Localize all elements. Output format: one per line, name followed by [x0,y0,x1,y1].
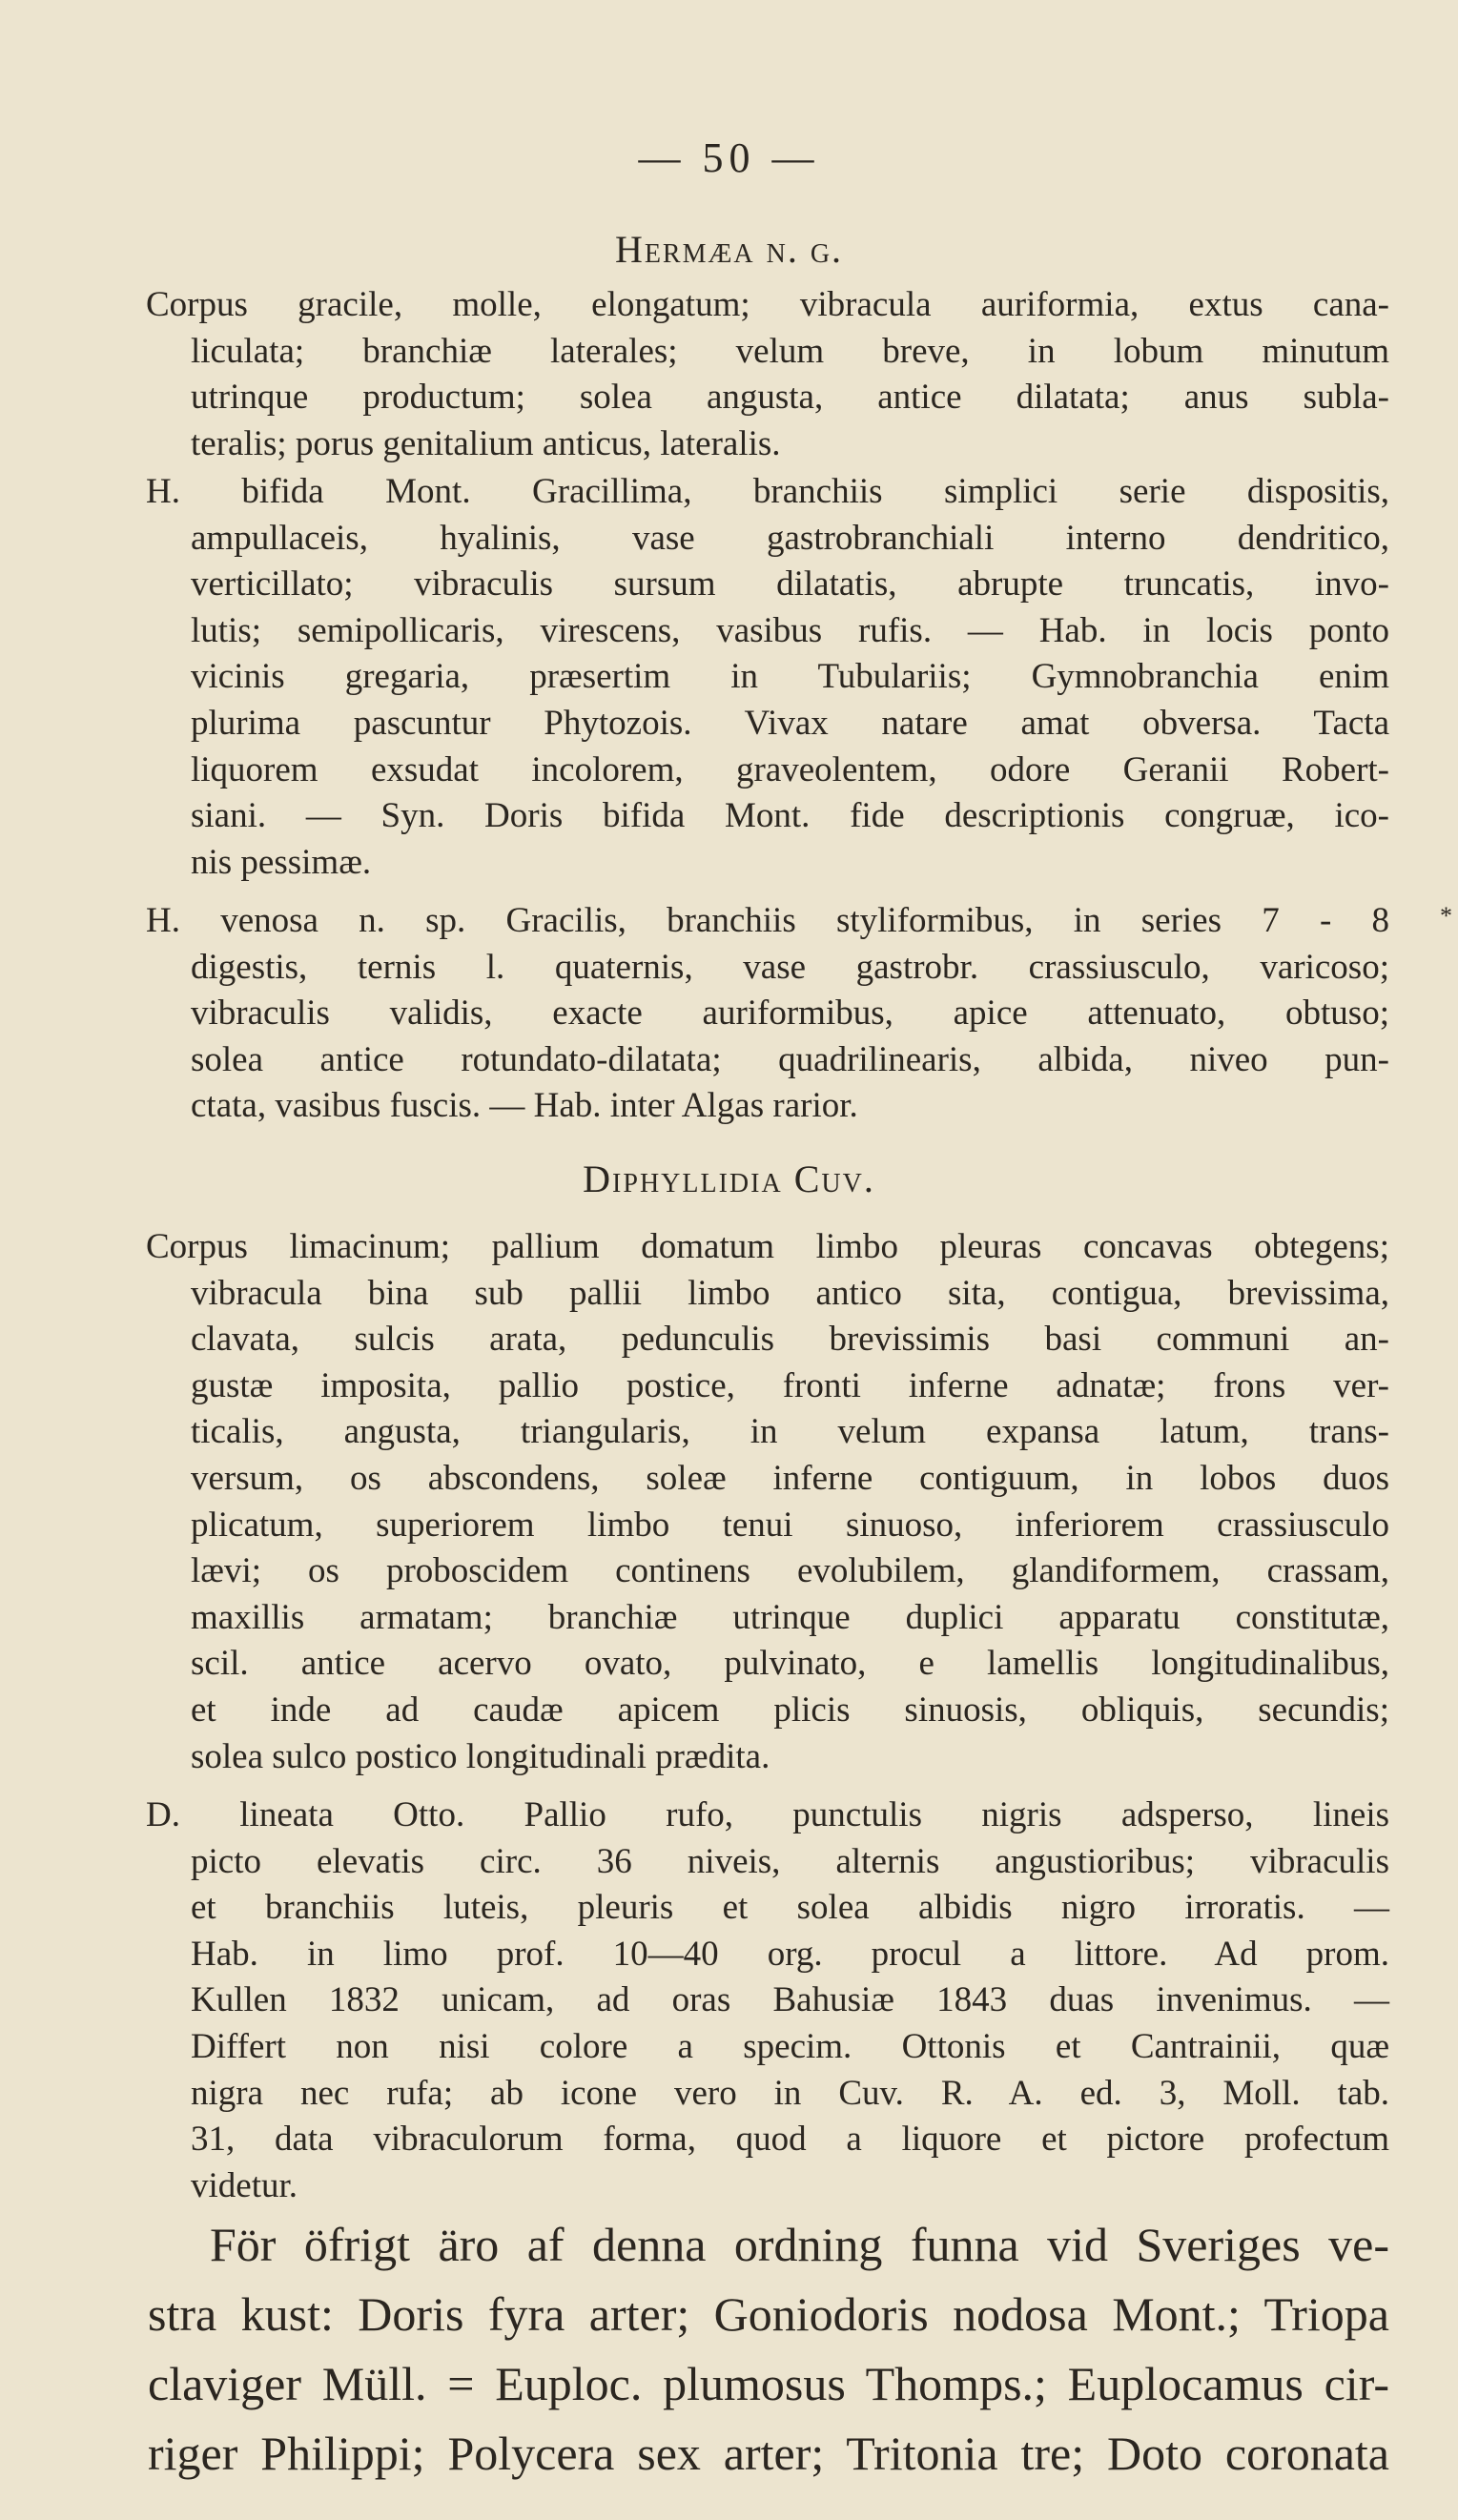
text-line: liculata; branchiæ laterales; velum breve, in lobum minutum [191,331,1389,371]
text-line: teralis; porus genitalium anticus, lateralis. [191,423,781,463]
text-line: vibracula bina sub pallii limbo antico sita, contigua, brevissima, [191,1273,1389,1313]
text-line: siani. — Syn. Doris bifida Mont. fide descriptionis congruæ, ico- [191,796,1389,836]
diphyllidia-diagnosis [146,1224,1389,1780]
text-line: Corpus gracile, molle, elongatum; vibracula auriformia, extus cana- [146,285,1389,324]
text-line: utrinque productum; solea angusta, antice dilatata; anus subla- [191,378,1389,418]
text-line: vibraculis validis, exacte auriformibus, apice attenuato, obtuso; [191,994,1389,1034]
species-entry-hermaea-venosa [146,898,1389,1130]
text-line: stra kust: Doris fyra arter; Goniodoris nodosa Mont.; Triopa [148,2287,1389,2341]
text-line: versum, os abscondens, soleæ inferne contiguum, in lobos duos [191,1458,1389,1498]
text-line: lævi; os proboscidem continens evolubilem, glandiformem, crassam, [191,1551,1389,1591]
text-line: 31, data vibraculorum forma, quod a liquore et pictore profectum [191,2120,1389,2160]
text-line: ticalis, angusta, triangularis, in velum expansa latum, trans- [191,1412,1389,1452]
text-line: clavata, sulcis arata, pedunculis brevissimis basi communi an- [191,1320,1389,1360]
text-line: vicinis gregaria, præsertim in Tubulariis; Gymnobranchia enim [191,657,1389,697]
genus-heading-hermaea: Hermæa n. g. [614,228,844,271]
text-line: ctata, vasibus fuscis. — Hab. inter Algas rarior. [191,1086,858,1126]
text-line: gustæ imposita, pallio postice, fronti inferne adnatæ; frons ver- [191,1365,1389,1405]
text-line: solea sulco postico longitudinali prædita. [191,1736,770,1776]
text-line: et inde ad caudæ apicem plicis sinuosis, obliquis, secundis; [191,1690,1389,1730]
text-line: lutis; semipollicaris, virescens, vasibus rufis. — Hab. in locis ponto [191,610,1389,650]
text-line: liquorem exsudat incolorem, graveolentem, odore Geranii Robert- [191,749,1389,789]
text-line: Kullen 1832 unicam, ad oras Bahusiæ 1843 duas invenimus. — [191,1980,1389,2020]
text-line: H. bifida Mont. Gracillima, branchiis simplici serie dispositis, [146,472,1389,511]
text-line: H. venosa n. sp. Gracilis, branchiis styliformibus, in series 7 - 8 [146,901,1389,940]
text-line: et branchiis luteis, pleuris et solea albidis nigro irroratis. — [191,1888,1389,1928]
text-line: D. lineata Otto. Pallio rufo, punctulis nigris adsperso, lineis [146,1795,1389,1834]
text-line: digestis, ternis l. quaternis, vase gastrobr. crassiusculo, varicoso; [191,947,1389,987]
text-line: nigra nec rufa; ab icone vero in Cuv. R. A. ed. 3, Moll. tab. [191,2073,1389,2113]
text-line: solea antice rotundato-dilatata; quadrilinearis, albida, niveo pun- [191,1039,1389,1079]
genus-heading-diphyllidia: Diphyllidia Cuv. [583,1158,875,1200]
margin-mark: * [1440,902,1452,930]
text-line: claviger Müll. = Euploc. plumosus Thomps.; Euplocamus cir- [148,2357,1389,2410]
text-line: maxillis armatam; branchiæ utrinque duplici apparatu constitutæ, [191,1597,1389,1637]
text-line: plicatum, superiorem limbo tenui sinuoso, inferiorem crassiusculo [191,1505,1389,1545]
text-line: Hab. in limo prof. 10—40 org. procul a littore. Ad prom. [191,1934,1389,1974]
species-entry-hermaea-bifida [146,469,1389,886]
text-line: plurima pascuntur Phytozois. Vivax natare amat obversa. Tacta [191,703,1389,743]
text-line: picto elevatis circ. 36 niveis, alternis angustioribus; vibraculis [191,1841,1389,1881]
text-line: videtur. [191,2165,298,2205]
text-line: verticillato; vibraculis sursum dilatatis, abrupte truncatis, invo- [191,564,1389,604]
closing-paragraph [148,2210,1389,2489]
page-number: — 50 — [638,134,820,181]
text-line: riger Philippi; Polycera sex arter; Tritonia tre; Doto coronata [148,2427,1389,2480]
species-entry-diphyllidia-lineata [146,1793,1389,2209]
text-line: scil. antice acervo ovato, pulvinato, e lamellis longitudinalibus, [191,1644,1389,1684]
text-line: nis pessimæ. [191,842,372,882]
text-line: ampullaceis, hyalinis, vase gastrobranchiali interno dendritico, [191,518,1389,558]
hermaea-diagnosis [146,282,1389,467]
text-line: Differt non nisi colore a specim. Ottonis et Cantrainii, quæ [191,2026,1389,2066]
text-line: För öfrigt äro af denna ordning funna vid Sveriges ve- [210,2218,1389,2271]
text-line: Corpus limacinum; pallium domatum limbo pleuras concavas obtegens; [146,1227,1389,1266]
